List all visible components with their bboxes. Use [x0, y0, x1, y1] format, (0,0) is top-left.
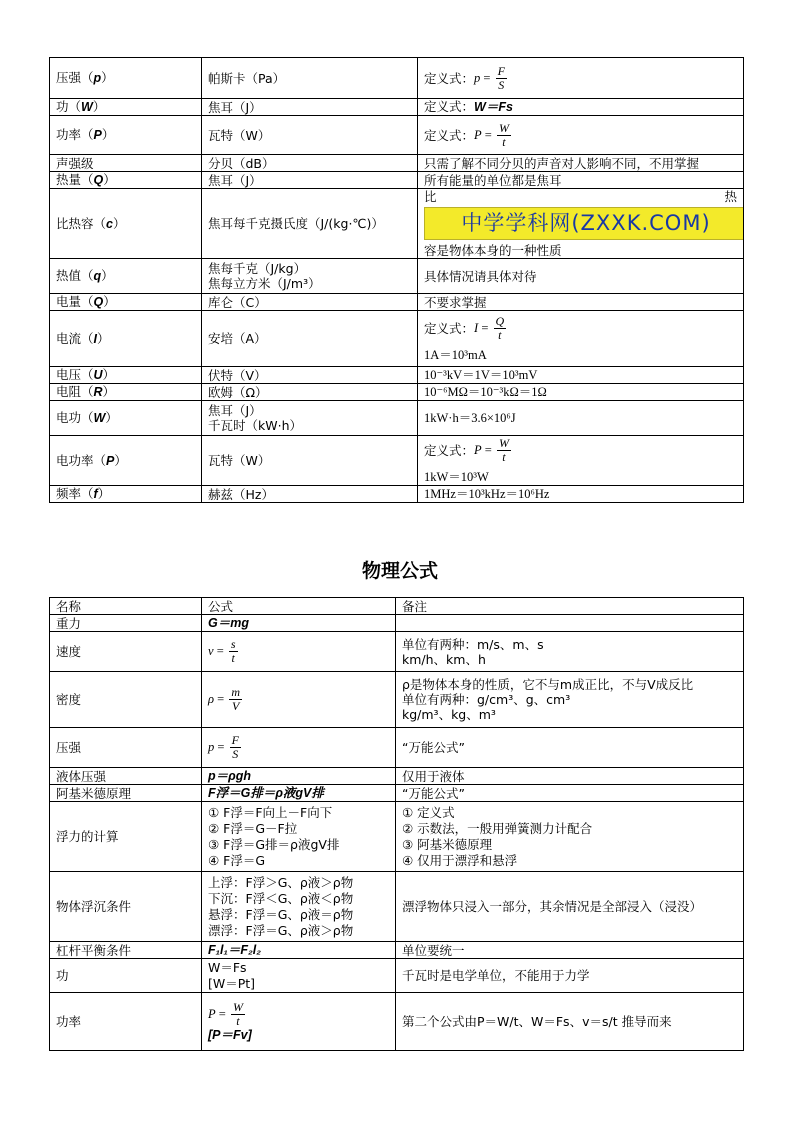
equals-sign: =: [213, 644, 227, 658]
quantity-symbol: Q: [93, 295, 104, 309]
formula-note-cell: [396, 872, 744, 942]
formula-line: 漂浮：F浮＝G、ρ液＞ρ物: [208, 922, 354, 938]
quantity-symbol: Q: [93, 173, 104, 187]
note-text: 不要求掌握: [424, 294, 487, 310]
quantity-name-cell: [50, 294, 202, 311]
formula-note-cell: [396, 728, 744, 768]
quantity-name-cell: [50, 384, 202, 401]
fraction-formula: [208, 637, 240, 665]
fraction: [230, 734, 241, 761]
unit-cell: [202, 116, 418, 155]
note-line: ① 定义式: [402, 804, 455, 820]
formula-cell: [202, 959, 396, 993]
fraction: [229, 686, 242, 713]
unit-cell: [202, 436, 418, 486]
note-line: ④ 仅用于漂浮和悬浮: [402, 852, 518, 868]
quantity-symbol: p: [93, 71, 102, 85]
formula-name: 功率: [50, 993, 202, 1051]
unit-cell: [202, 189, 418, 259]
note-cell: [418, 259, 744, 294]
quantity-name-close: ）: [101, 70, 114, 85]
fraction: [494, 315, 507, 342]
quantity-symbol: I: [93, 331, 97, 346]
equals-sign: =: [214, 740, 228, 754]
unit-cell: [202, 155, 418, 172]
formula-name: 速度: [50, 632, 202, 672]
fraction-numerator: m: [231, 685, 240, 699]
quantity-name: 热值（: [56, 268, 94, 283]
unit-text: 焦耳每千克摄氏度（J/(kg·℃)）: [208, 216, 384, 231]
formula-lhs: P: [208, 1006, 216, 1021]
table-row: [50, 58, 744, 99]
fraction-formula: [208, 733, 243, 761]
fraction-numerator: F: [231, 733, 239, 747]
units-table: [49, 57, 744, 503]
fraction-numerator: W: [498, 435, 509, 450]
quantity-symbol: R: [93, 385, 103, 399]
definition-label: 定义式：: [424, 320, 475, 336]
formula-lhs: ρ: [208, 692, 214, 706]
unit-text: 瓦特（W）: [208, 127, 271, 143]
unit-cell: [202, 294, 418, 311]
note-text: 10⁻³kV＝1V＝10³mV: [424, 368, 538, 382]
table-row: [50, 959, 744, 993]
note-cell: [418, 172, 744, 189]
quantity-name: 热量（: [56, 172, 94, 187]
formula-note-cell: [396, 615, 744, 632]
unit-text: 欧姆（Ω）: [208, 384, 268, 400]
table-row: [50, 401, 744, 436]
formula-cell: [202, 672, 396, 728]
quantity-symbol: P: [93, 128, 102, 142]
note-line: 单位有两种：m/s、m、s: [402, 636, 544, 652]
formula-lhs: P: [474, 127, 482, 142]
quantity-symbol: q: [93, 269, 102, 283]
note-text: 仅用于液体: [402, 768, 465, 784]
formula-line: W＝Fs: [208, 959, 247, 975]
table-row: [50, 259, 744, 294]
formula-lhs: P: [474, 442, 482, 457]
quantity-name-close: ）: [105, 410, 118, 425]
note-cell: [418, 155, 744, 172]
equals-sign: =: [481, 127, 495, 142]
fraction-numerator: F: [497, 63, 505, 78]
formula-name: 液体压强: [50, 768, 202, 785]
table-row: [50, 99, 744, 116]
note-cell: [418, 401, 744, 436]
formula-note-cell: [396, 768, 744, 785]
note-text: 只需了解不同分贝的声音对人影响不同，不用掌握: [424, 155, 700, 171]
quantity-name: 电压（: [56, 367, 94, 382]
formula-name: 物体浮沉条件: [50, 872, 202, 942]
formula-note-cell: [396, 785, 744, 802]
quantity-name: 压强（: [56, 70, 94, 85]
quantity-name: 电流（: [56, 330, 94, 346]
unit-line: 焦每千克（J/kg）: [208, 261, 307, 276]
note-cell: [418, 294, 744, 311]
note-text: 1MHz＝10³kHz＝10⁶Hz: [424, 487, 550, 501]
definition-label: 定义式：: [424, 442, 475, 458]
formula-text: F浮＝G排＝ρ液gV排: [208, 786, 324, 800]
unit-line: 千瓦时（kW·h）: [208, 418, 302, 433]
table-row: [50, 367, 744, 384]
unit-text: 赫兹（Hz）: [208, 486, 274, 502]
quantity-name-close: ）: [112, 215, 126, 231]
table-row: [50, 189, 744, 259]
formula-line: ② F浮＝G－F拉: [208, 820, 298, 836]
formula-text: p＝ρgh: [208, 769, 251, 783]
fraction-denominator: t: [502, 449, 506, 464]
quantity-name: 电功（: [56, 410, 94, 425]
table-row: [50, 942, 744, 959]
formula-lhs: p: [474, 70, 481, 85]
formula-name: 浮力的计算: [50, 802, 202, 872]
quantity-symbol: f: [93, 487, 98, 501]
table-row: [50, 872, 744, 942]
column-header: 备注: [396, 598, 744, 615]
quantity-symbol: W: [81, 100, 93, 114]
equals-sign: =: [480, 70, 494, 85]
quantity-name-cell: [50, 401, 202, 436]
definition-formula: W＝Fs: [474, 100, 513, 114]
formula-cell: [202, 632, 396, 672]
quantity-symbol: W: [93, 411, 106, 425]
fraction-numerator: s: [230, 637, 236, 651]
note-text: “万能公式”: [402, 740, 465, 755]
unit-text: 瓦特（W）: [208, 453, 271, 468]
equals-sign: =: [478, 320, 492, 335]
quantity-name: 声强级: [56, 155, 94, 171]
fraction-numerator: W: [232, 999, 243, 1014]
equals-sign: =: [215, 1006, 229, 1021]
note-right: 热: [724, 189, 737, 204]
note-cell: [418, 58, 744, 99]
quantity-name-cell: [50, 116, 202, 155]
fraction: [496, 65, 507, 92]
unit-text: 伏特（V）: [208, 367, 267, 383]
fraction-formula: [474, 122, 513, 149]
fraction: [497, 122, 511, 149]
formula-note-cell: [396, 993, 744, 1051]
fraction-formula: [474, 65, 509, 92]
fraction: [229, 638, 238, 665]
formula-name: 压强: [50, 728, 202, 768]
definition-line: [424, 437, 737, 464]
table-row: [50, 672, 744, 728]
quantity-name: 功（: [56, 99, 82, 114]
unit-line: 焦每立方米（J/m³）: [208, 276, 321, 291]
table-row: [50, 993, 744, 1051]
table-row: [50, 311, 744, 367]
quantity-name-close: ）: [101, 268, 114, 283]
formula-cell: [202, 872, 396, 942]
quantity-name-close: ）: [114, 452, 127, 468]
formula-line: [W＝Pt]: [208, 975, 256, 991]
note-cell: [418, 486, 744, 503]
formula-lhs: p: [208, 740, 215, 754]
note-line: ② 示数法，一般用弹簧测力计配合: [402, 820, 593, 836]
unit-text: 焦耳（J）: [208, 99, 262, 115]
formula-cell: [202, 993, 396, 1051]
watermark-banner: 中学学科网(ZXXK.COM): [424, 207, 744, 240]
header-row: [50, 598, 744, 615]
unit-cell: [202, 259, 418, 294]
fraction-denominator: S: [498, 77, 505, 92]
definition-label: 定义式：: [424, 127, 475, 143]
unit-cell: [202, 58, 418, 99]
table-row: [50, 728, 744, 768]
unit-cell: [202, 367, 418, 384]
table-row: [50, 116, 744, 155]
quantity-name-close: ）: [102, 384, 116, 399]
equals-sign: =: [481, 442, 495, 457]
table-row: [50, 384, 744, 401]
fraction-denominator: t: [231, 651, 235, 665]
formula-text: G＝mg: [208, 616, 249, 630]
definition-line: [424, 315, 737, 342]
unit-text: 分贝（dB）: [208, 155, 275, 171]
fraction-formula: [208, 685, 244, 713]
column-header: 公式: [202, 598, 396, 615]
note-split-line: [424, 189, 737, 204]
unit-cell: [202, 311, 418, 367]
table-row: [50, 768, 744, 785]
fraction-denominator: t: [498, 327, 502, 342]
unit-line: 焦耳（J）: [208, 403, 262, 418]
unit-cell: [202, 401, 418, 436]
table-row: [50, 615, 744, 632]
quantity-name: 电功率（: [56, 452, 107, 468]
definition-label: 定义式：: [424, 70, 475, 86]
fraction: [497, 437, 511, 464]
quantity-name: 电量（: [56, 294, 94, 309]
note-text: 千瓦时是电学单位，不能用于力学: [402, 968, 590, 983]
formula-name: 杠杆平衡条件: [50, 942, 202, 959]
formula-lhs: I: [474, 320, 479, 335]
quantity-symbol: U: [93, 368, 103, 382]
note-cell: [418, 116, 744, 155]
quantity-name-close: ）: [97, 486, 111, 501]
note-extra: 1kW＝10³W: [424, 469, 489, 484]
quantity-name-cell: [50, 259, 202, 294]
quantity-name-close: ）: [102, 367, 116, 382]
quantity-name: 功率（: [56, 127, 94, 142]
formula-name: 密度: [50, 672, 202, 728]
formula-line: ① F浮＝F向上－F向下: [208, 804, 333, 820]
note-text: 10⁻⁶MΩ＝10⁻³kΩ＝1Ω: [424, 385, 547, 399]
fraction-numerator: Q: [495, 313, 505, 328]
formula-line: [P＝Fv]: [208, 1027, 252, 1042]
quantity-name-cell: [50, 311, 202, 367]
fraction-denominator: V: [231, 699, 240, 713]
formula-name: 重力: [50, 615, 202, 632]
unit-text: 库仑（C）: [208, 294, 267, 310]
formula-note-cell: [396, 672, 744, 728]
note-line: ρ是物体本身的性质，它不与m成正比，不与V成反比: [402, 677, 694, 692]
quantity-name-cell: [50, 436, 202, 486]
column-header: 名称: [50, 598, 202, 615]
note-text: “万能公式”: [402, 785, 465, 801]
quantity-name-close: ）: [103, 172, 116, 187]
table-row: [50, 155, 744, 172]
table-row: [50, 172, 744, 189]
formula-name: 功: [50, 959, 202, 993]
formula-note-cell: [396, 959, 744, 993]
note-cell: [418, 99, 744, 116]
note-cell: [418, 436, 744, 486]
fraction-denominator: t: [502, 134, 506, 149]
quantity-symbol: c: [106, 216, 113, 231]
unit-cell: [202, 384, 418, 401]
fraction-formula: [474, 437, 513, 464]
formula-cell: [202, 615, 396, 632]
table-row: [50, 294, 744, 311]
formula-line: ③ F浮＝G排＝ρ液gV排: [208, 836, 340, 852]
note-line: 单位有两种：g/cm³、g、cm³: [402, 692, 571, 707]
fraction: [231, 1001, 245, 1028]
quantity-name: 电阻（: [56, 384, 94, 399]
quantity-name-cell: [50, 58, 202, 99]
table-row: [50, 486, 744, 503]
note-cell: [418, 311, 744, 367]
table-row: [50, 785, 744, 802]
fraction-formula: [474, 315, 508, 342]
formula-lhs: v: [208, 644, 214, 658]
note-line: kg/m³、kg、m³: [402, 707, 496, 722]
quantity-name-cell: [50, 367, 202, 384]
table-row: [50, 802, 744, 872]
definition-label: 定义式：: [424, 99, 475, 114]
formula-cell: [202, 768, 396, 785]
unit-text: 帕斯卡（Pa）: [208, 70, 286, 86]
quantity-name: 比热容（: [56, 215, 107, 231]
quantity-name-close: ）: [101, 127, 115, 142]
note-text: 漂浮物体只浸入一部分，其余情况是全部浸入（浸没）: [402, 899, 703, 914]
unit-text: 焦耳（J）: [208, 172, 262, 188]
note-text: 所有能量的单位都是焦耳: [424, 172, 562, 188]
table-row: [50, 632, 744, 672]
note-line: ③ 阿基米德原理: [402, 836, 493, 852]
formula-name: 阿基米德原理: [50, 785, 202, 802]
quantity-name-cell: [50, 155, 202, 172]
formula-note-cell: [396, 802, 744, 872]
fraction-formula: [208, 999, 247, 1028]
unit-text: 安培（A）: [208, 331, 267, 346]
quantity-name-cell: [50, 172, 202, 189]
note-text: 具体情况请具体对待: [424, 268, 537, 284]
note-text: 容是物体本身的一种性质: [424, 243, 562, 258]
fraction-denominator: S: [232, 747, 239, 761]
unit-cell: [202, 99, 418, 116]
formula-cell: [202, 942, 396, 959]
note-cell: [418, 367, 744, 384]
unit-cell: [202, 172, 418, 189]
section-heading: 物理公式: [361, 560, 438, 582]
equals-sign: =: [214, 692, 228, 706]
formula-line: 悬浮：F浮＝G、ρ液＝ρ物: [208, 906, 354, 922]
fraction-denominator: t: [236, 1013, 240, 1028]
unit-cell: [202, 486, 418, 503]
formula-note-cell: [396, 942, 744, 959]
note-left: 比: [424, 189, 437, 204]
quantity-name: 频率（: [56, 486, 94, 501]
note-line: km/h、km、h: [402, 651, 486, 667]
formula-cell: [202, 802, 396, 872]
quantity-name-close: ）: [92, 99, 106, 114]
fraction-numerator: W: [498, 120, 509, 135]
formula-table: [49, 597, 744, 1051]
note-text: 单位要统一: [402, 942, 465, 958]
formula-note-cell: [396, 632, 744, 672]
definition-line: [424, 65, 737, 92]
formula-cell: [202, 785, 396, 802]
formula-cell: [202, 728, 396, 768]
definition-line: [424, 122, 737, 149]
note-text: 1kW·h＝3.6×10⁶J: [424, 411, 516, 425]
note-cell: [418, 189, 744, 259]
formula-line: 下沉：F浮＜G、ρ液＜ρ物: [208, 890, 354, 906]
quantity-name-close: ）: [97, 330, 110, 346]
quantity-name-cell: [50, 99, 202, 116]
formula-text: F₁l₁＝F₂l₂: [208, 943, 262, 957]
note-cell: [418, 384, 744, 401]
table-row: [50, 436, 744, 486]
note-extra: 1A＝10³mA: [424, 347, 487, 362]
quantity-name-cell: [50, 486, 202, 503]
formula-line: 上浮：F浮＞G、ρ液＞ρ物: [208, 874, 354, 890]
quantity-name-close: ）: [103, 294, 116, 309]
quantity-name-cell: [50, 189, 202, 259]
quantity-symbol: P: [106, 453, 115, 468]
formula-line: ④ F浮＝G: [208, 852, 266, 868]
note-text: 第二个公式由P＝W/t、W＝Fs、v＝s/t 推导而来: [402, 1014, 672, 1029]
